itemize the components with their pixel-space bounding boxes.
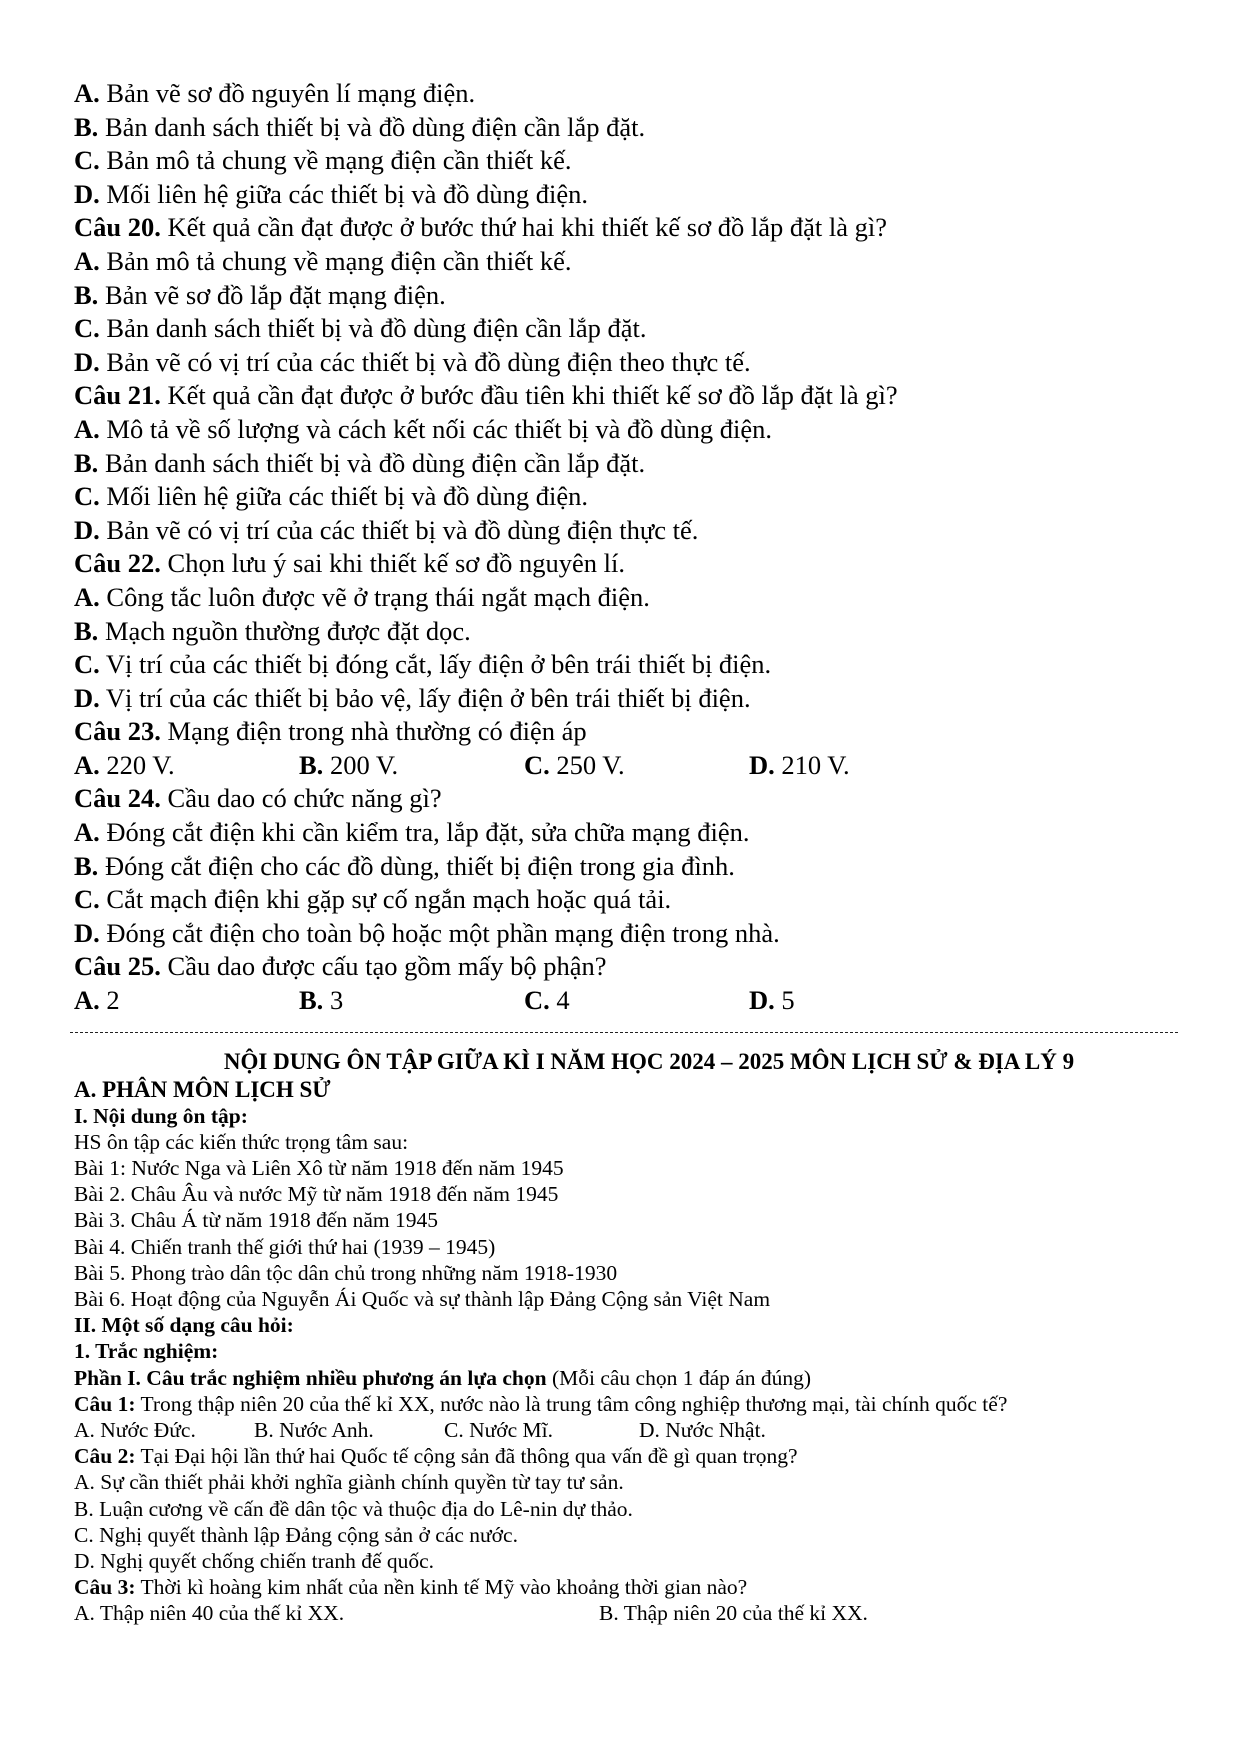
lesson-item: Bài 3. Châu Á từ năm 1918 đến năm 1945 bbox=[74, 1208, 438, 1233]
option-d: D. 5 bbox=[749, 985, 795, 1016]
part-instruction: Phần I. Câu trắc nghiệm nhiều phương án lựa chọn (Mỗi câu chọn 1 đáp án đúng) bbox=[74, 1365, 812, 1390]
option-line: B. Luận cương về cấn đề dân tộc và thuộc địa do Lê-nin dự thảo. bbox=[74, 1496, 633, 1521]
option-line: A. Bản mô tả chung về mạng điện cần thiết kế. bbox=[74, 245, 572, 276]
question-24: Câu 24. Cầu dao có chức năng gì? bbox=[74, 783, 442, 814]
section-divider bbox=[70, 1032, 1178, 1033]
option-d: D. Nước Nhật. bbox=[639, 1418, 766, 1443]
option-line: C. Bản mô tả chung về mạng điện cần thiết kế. bbox=[74, 145, 572, 176]
history-question-3: Câu 3: Thời kì hoàng kim nhất của nền kinh tế Mỹ vào khoảng thời gian nào? bbox=[74, 1575, 748, 1600]
question-20: Câu 20. Kết quả cần đạt được ở bước thứ hai khi thiết kế sơ đồ lắp đặt là gì? bbox=[74, 212, 888, 243]
section-title: NỘI DUNG ÔN TẬP GIỮA KÌ I NĂM HỌC 2024 – 2025 MÔN LỊCH SỬ & ĐỊA LÝ 9 bbox=[223, 1048, 1075, 1074]
lesson-item: Bài 2. Châu Âu và nước Mỹ từ năm 1918 đến năm 1945 bbox=[74, 1182, 559, 1207]
question-21: Câu 21. Kết quả cần đạt được ở bước đầu tiên khi thiết kế sơ đồ lắp đặt là gì? bbox=[74, 380, 898, 411]
option-a: A. Nước Đức. bbox=[74, 1418, 196, 1443]
option-b: B. 200 V. bbox=[299, 749, 399, 780]
document-page bbox=[74, 77, 1184, 1627]
option-c: C. 4 bbox=[524, 985, 570, 1016]
option-c: C. Nước Mĩ. bbox=[444, 1418, 554, 1443]
option-a: A. 220 V. bbox=[74, 749, 175, 780]
option-line: B. Bản danh sách thiết bị và đồ dùng điện cần lắp đặt. bbox=[74, 111, 646, 142]
sub-heading: 1. Trắc nghiệm: bbox=[74, 1339, 219, 1364]
option-line: C. Vị trí của các thiết bị đóng cắt, lấy điện ở bên trái thiết bị điện. bbox=[74, 649, 772, 680]
option-line: D. Vị trí của các thiết bị bảo vệ, lấy điện ở bên trái thiết bị điện. bbox=[74, 682, 751, 713]
option-b: B. 3 bbox=[299, 985, 344, 1016]
option-line: B. Bản vẽ sơ đồ lắp đặt mạng điện. bbox=[74, 279, 446, 310]
option-line: D. Mối liên hệ giữa các thiết bị và đồ dùng điện. bbox=[74, 178, 589, 209]
options-row bbox=[74, 749, 1184, 783]
option-b: B. Nước Anh. bbox=[254, 1418, 374, 1443]
option-line: A. Sự cần thiết phải khởi nghĩa giành chính quyền từ tay tư sản. bbox=[74, 1470, 624, 1495]
option-line: A. Đóng cắt điện khi cần kiểm tra, lắp đặt, sửa chữa mạng điện. bbox=[74, 817, 750, 848]
options-row bbox=[74, 1600, 1184, 1626]
option-a: A. Thập niên 40 của thế kỉ XX. bbox=[74, 1601, 345, 1626]
option-line: D. Bản vẽ có vị trí của các thiết bị và đồ dùng điện theo thực tế. bbox=[74, 346, 751, 377]
option-line: D. Bản vẽ có vị trí của các thiết bị và đồ dùng điện thực tế. bbox=[74, 514, 699, 545]
lesson-item: Bài 1: Nước Nga và Liên Xô từ năm 1918 đến năm 1945 bbox=[74, 1156, 564, 1181]
option-line: C. Cắt mạch điện khi gặp sự cố ngắn mạch hoặc quá tải. bbox=[74, 884, 672, 915]
history-question-2: Câu 2: Tại Đại hội lần thứ hai Quốc tế cộng sản đã thông qua vấn đề gì quan trọng? bbox=[74, 1444, 798, 1469]
option-line: B. Đóng cắt điện cho các đồ dùng, thiết bị điện trong gia đình. bbox=[74, 850, 735, 881]
question-22: Câu 22. Chọn lưu ý sai khi thiết kế sơ đồ nguyên lí. bbox=[74, 548, 626, 579]
question-25: Câu 25. Cầu dao được cấu tạo gồm mấy bộ phận? bbox=[74, 951, 607, 982]
option-line: B. Bản danh sách thiết bị và đồ dùng điện cần lắp đặt. bbox=[74, 447, 646, 478]
option-line: A. Bản vẽ sơ đồ nguyên lí mạng điện. bbox=[74, 78, 476, 108]
part-heading: II. Một số dạng câu hỏi: bbox=[74, 1313, 294, 1338]
option-d: D. 210 V. bbox=[749, 749, 850, 780]
history-question-1: Câu 1: Trong thập niên 20 của thế kỉ XX, nước nào là trung tâm công nghiệp thương mại, tài chính quốc tế? bbox=[74, 1391, 1008, 1416]
option-c: C. 250 V. bbox=[524, 749, 625, 780]
option-line: D. Đóng cắt điện cho toàn bộ hoặc một phần mạng điện trong nhà. bbox=[74, 917, 780, 948]
option-line: D. Nghị quyết chống chiến tranh đế quốc. bbox=[74, 1549, 435, 1574]
question-23: Câu 23. Mạng điện trong nhà thường có điện áp bbox=[74, 716, 587, 747]
option-a: A. 2 bbox=[74, 985, 120, 1016]
part-heading: I. Nội dung ôn tập: bbox=[74, 1103, 248, 1128]
intro-text: HS ôn tập các kiến thức trọng tâm sau: bbox=[74, 1129, 409, 1154]
options-row bbox=[74, 984, 1184, 1018]
option-line: A. Mô tả về số lượng và cách kết nối các thiết bị và đồ dùng điện. bbox=[74, 413, 773, 444]
lesson-item: Bài 4. Chiến tranh thế giới thứ hai (1939 – 1945) bbox=[74, 1234, 496, 1259]
lesson-item: Bài 6. Hoạt động của Nguyễn Ái Quốc và sự thành lập Đảng Cộng sản Việt Nam bbox=[74, 1287, 771, 1312]
option-line: C. Nghị quyết thành lập Đảng cộng sản ở các nước. bbox=[74, 1522, 518, 1547]
option-line: B. Mạch nguồn thường được đặt dọc. bbox=[74, 615, 471, 646]
option-line: C. Mối liên hệ giữa các thiết bị và đồ dùng điện. bbox=[74, 481, 589, 512]
subject-heading: A. PHÂN MÔN LỊCH SỬ bbox=[74, 1076, 331, 1102]
options-row bbox=[74, 1417, 1184, 1443]
option-b: B. Thập niên 20 của thế kỉ XX. bbox=[599, 1601, 868, 1626]
lesson-item: Bài 5. Phong trào dân tộc dân chủ trong những năm 1918-1930 bbox=[74, 1260, 618, 1285]
option-line: C. Bản danh sách thiết bị và đồ dùng điện cần lắp đặt. bbox=[74, 313, 647, 344]
option-line: A. Công tắc luôn được vẽ ở trạng thái ngắt mạch điện. bbox=[74, 581, 650, 612]
